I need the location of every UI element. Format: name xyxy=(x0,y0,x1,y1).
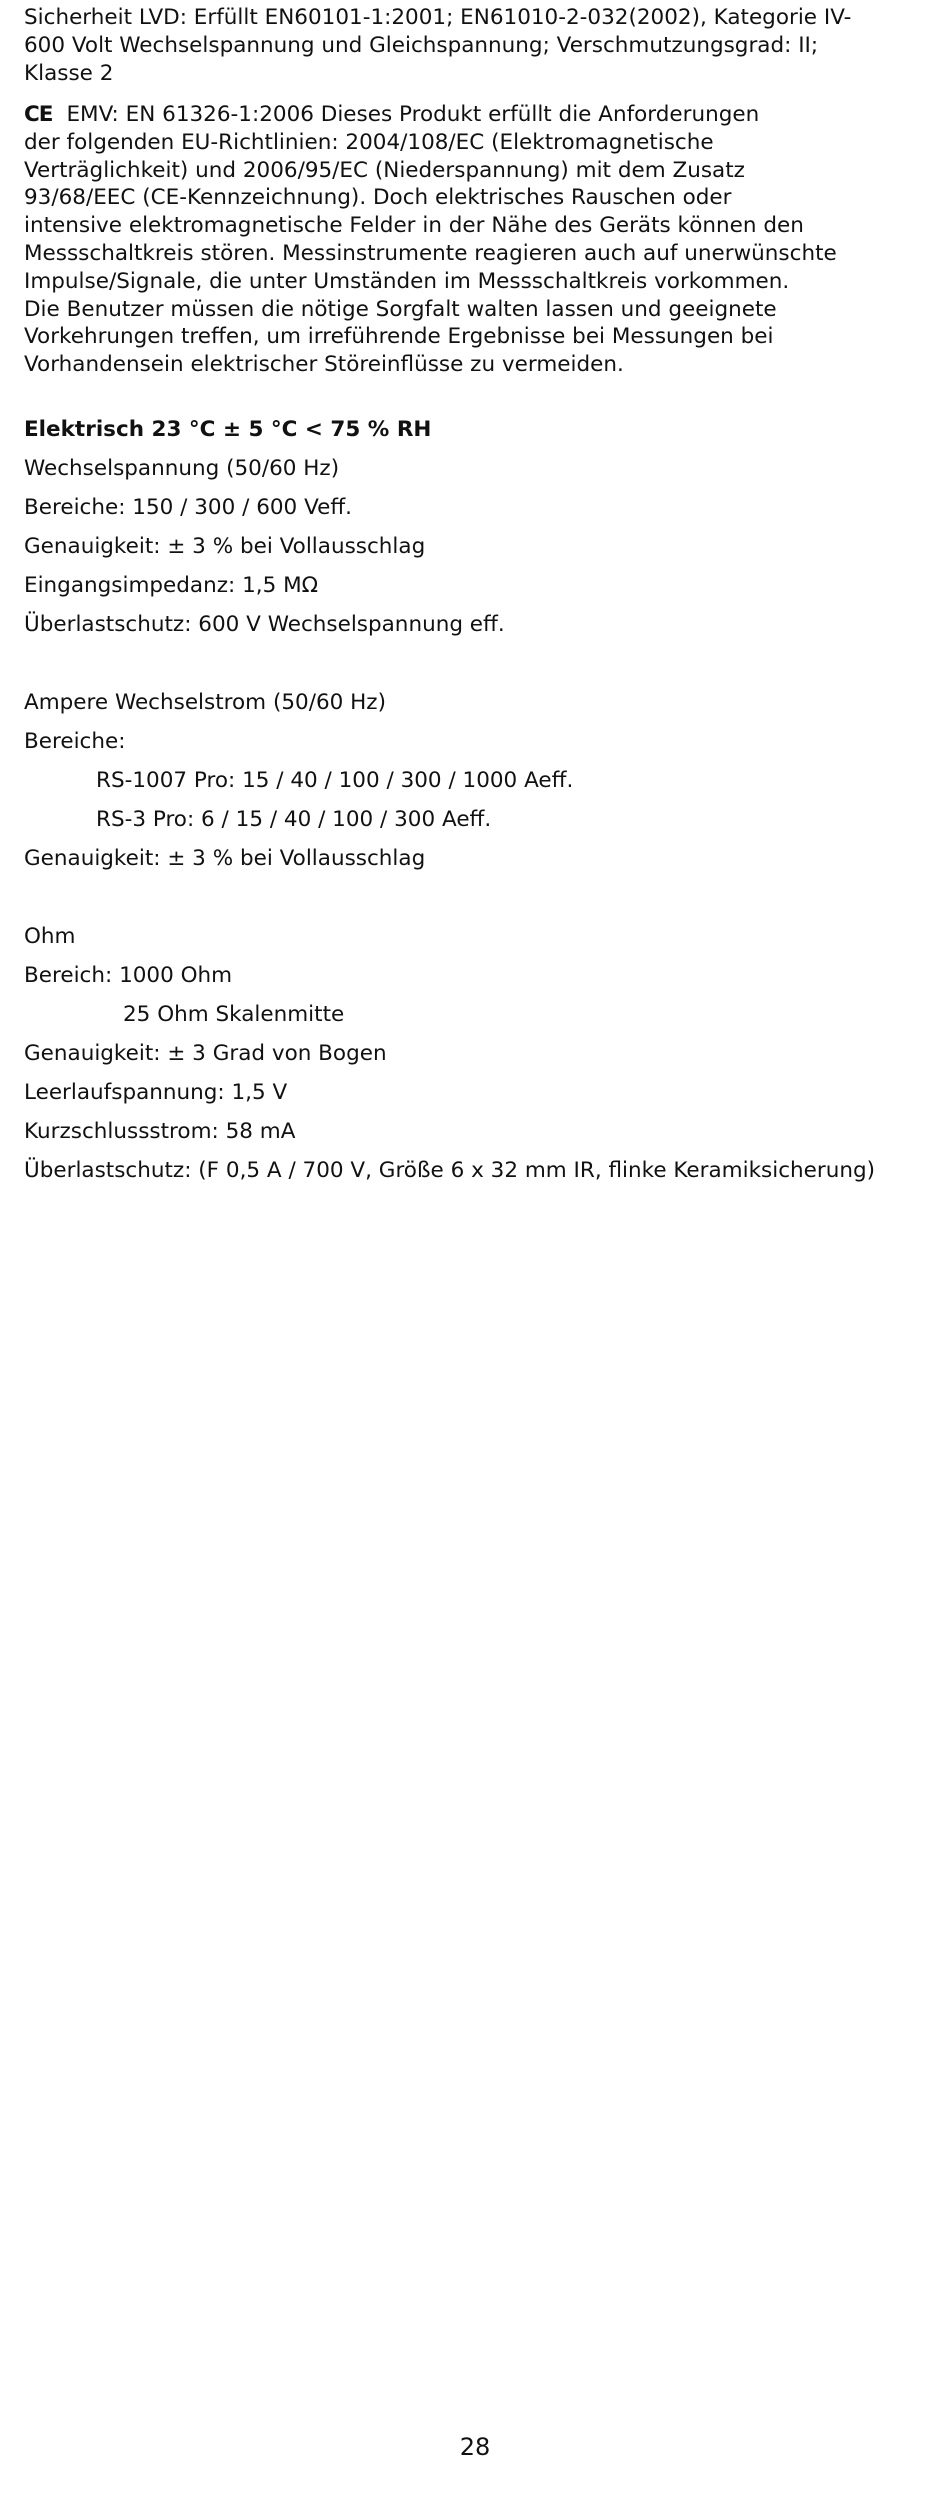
ac-current-range-rs3: RS-3 Pro: 6 / 15 / 40 / 100 / 300 Aeff. xyxy=(96,807,492,832)
ohm-accuracy: Genauigkeit: ± 3 Grad von Bogen xyxy=(24,1041,387,1066)
emc-line-text: EMV: EN 61326-1:2006 Dieses Produkt erfüllt die Anforderungen xyxy=(66,102,760,127)
electrical-heading: Elektrisch 23 °C ± 5 °C < 75 % RH xyxy=(24,417,432,442)
ohm-mid-scale: 25 Ohm Skalenmitte xyxy=(123,1002,345,1027)
emc-line: intensive elektromagnetische Felder in der Nähe des Geräts können den xyxy=(24,213,804,239)
ohm-range: Bereich: 1000 Ohm xyxy=(24,963,233,988)
ohm-short-circuit-current: Kurzschlussstrom: 58 mA xyxy=(24,1119,296,1144)
emc-line: Verträglichkeit) und 2006/95/EC (Niederspannung) mit dem Zusatz xyxy=(24,157,745,183)
emc-line: der folgenden EU-Richtlinien: 2004/108/EC (Elektromagnetische xyxy=(24,129,714,155)
safety-line: Sicherheit LVD: Erfüllt EN60101-1:2001; EN61010-2-032(2002), Kategorie IV- xyxy=(24,5,852,30)
emc-line: Vorhandensein elektrischer Störeinflüsse zu vermeiden. xyxy=(24,352,624,378)
ac-voltage-overload: Überlastschutz: 600 V Wechselspannung eff. xyxy=(24,612,505,637)
ohm-overload: Überlastschutz: (F 0,5 A / 700 V, Größe 6 x 32 mm IR, flinke Keramiksicherung) xyxy=(24,1158,876,1183)
ac-voltage-title: Wechselspannung (50/60 Hz) xyxy=(24,456,340,481)
safety-line: 600 Volt Wechselspannung und Gleichspannung; Verschmutzungsgrad: II; xyxy=(24,32,819,58)
ce-mark-icon: CE xyxy=(24,102,53,127)
ac-current-title: Ampere Wechselstrom (50/60 Hz) xyxy=(24,690,386,715)
emc-line: Vorkehrungen treffen, um irreführende Ergebnisse bei Messungen bei xyxy=(24,324,774,350)
ac-current-range-rs1007: RS-1007 Pro: 15 / 40 / 100 / 300 / 1000 Aeff. xyxy=(96,768,574,793)
page-number: 28 xyxy=(459,2433,491,2461)
emc-line: Messschaltkreis stören. Messinstrumente reagieren auch auf unerwünschte xyxy=(24,240,837,266)
safety-line: Klasse 2 xyxy=(24,60,114,86)
ac-voltage-ranges: Bereiche: 150 / 300 / 600 Veff. xyxy=(24,495,352,520)
ac-current-accuracy: Genauigkeit: ± 3 % bei Vollausschlag xyxy=(24,846,426,871)
ac-voltage-accuracy: Genauigkeit: ± 3 % bei Vollausschlag xyxy=(24,534,426,559)
ohm-open-circuit-voltage: Leerlaufspannung: 1,5 V xyxy=(24,1080,288,1105)
safety-paragraph xyxy=(24,4,924,87)
emc-line: 93/68/EEC (CE-Kennzeichnung). Doch elektrisches Rauschen oder xyxy=(24,185,732,211)
emc-paragraph xyxy=(24,101,924,379)
emc-line: Die Benutzer müssen die nötige Sorgfalt walten lassen und geeignete xyxy=(24,296,777,322)
emc-line: Impulse/Signale, die unter Umständen im Messschaltkreis vorkommen. xyxy=(24,268,790,294)
ac-voltage-impedance: Eingangsimpedanz: 1,5 MΩ xyxy=(24,573,319,598)
ac-current-ranges-label: Bereiche: xyxy=(24,729,126,754)
emc-line xyxy=(24,101,924,129)
ohm-title: Ohm xyxy=(24,924,76,949)
